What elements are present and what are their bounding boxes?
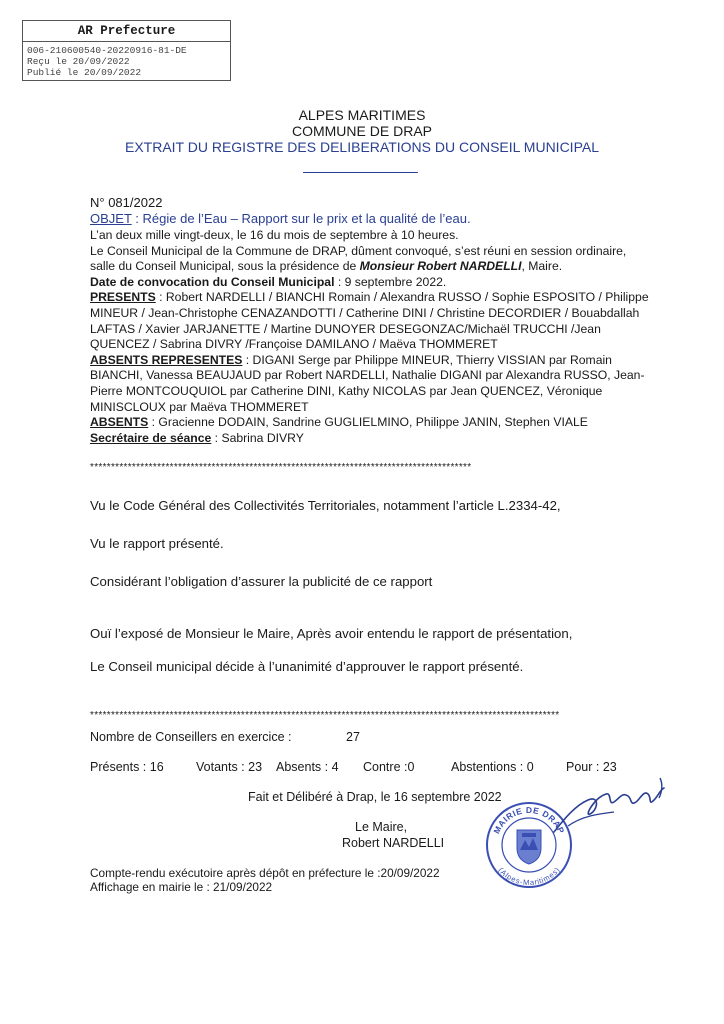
consideration-report: Vu le rapport présenté. (90, 536, 224, 551)
mayor-title: Le Maire, (355, 820, 408, 834)
fait-a-drap: Fait et Délibéré à Drap, le 16 septembre 2022 (248, 790, 502, 804)
prefecture-stamp (22, 20, 231, 81)
svg-text:(Alpes-Maritimes) (496, 865, 561, 887)
consideration-publicity: Considérant l’obligation d’assurer la publicité de ce rapport (90, 574, 433, 589)
separator-1: ******************************************************************************************* (90, 462, 472, 473)
header-department: ALPES MARITIMES (298, 107, 426, 123)
mayor-signature-icon (548, 770, 672, 848)
secretary-line: Secrétaire de séance : Sabrina DIVRY (90, 430, 304, 445)
object-text: : Régie de l’Eau – Rapport sur le prix et la qualité de l’eau. (131, 211, 471, 226)
header-register-title: EXTRAIT DU REGISTRE DES DELIBERATIONS DU CONSEIL MUNICIPAL (124, 139, 599, 155)
consideration-code: Vu le Code Général des Collectivités Territoriales, notamment l’article L.2334-42, (90, 498, 561, 513)
deliberation-number: N° 081/2022 (90, 195, 163, 210)
consideration-expose: Ouï l’exposé de Monsieur le Maire, Après avoir entendu le rapport de présentation, (90, 626, 573, 641)
represented-list: ABSENTS REPRESENTES : DIGANI Serge par Philippe MINEUR, Thierry VISSIAN par Romain BIANCHI, Vanessa BEAUJAUD par Robert NARDELLI, Nathalie DIGANI par Alexandra RUSSO, Jean-Pierre MONTCOUQUIOL par Catherine DINI, Kathy NICOLAS par Jean QUENCEZ, Véronique MINISCLOUX par Maëva THOMMERET (90, 352, 645, 414)
stamp-received: Reçu le 20/09/2022 (27, 56, 130, 67)
vote-contre: Contre :0 (363, 760, 415, 774)
separator-2: **************************************************************************************************************** (90, 710, 560, 721)
stamp-title: AR Prefecture (23, 21, 230, 42)
date-line: L’an deux mille vingt-deux, le 16 du mois de septembre à 10 heures. (90, 228, 459, 242)
councillors-count-label: Nombre de Conseillers en exercice : (90, 730, 292, 744)
deliberation-object (90, 211, 650, 227)
vote-votants: Votants : 23 (196, 760, 263, 774)
deliberation-text (90, 228, 652, 446)
vote-abstentions: Abstentions : 0 (451, 760, 534, 774)
convocation-date: Date de convocation du Conseil Municipal : 9 septembre 2022. (90, 274, 447, 289)
vote-pour: Pour : 23 (566, 760, 617, 774)
vote-absents: Absents : 4 (276, 760, 339, 774)
header-commune: COMMUNE DE DRAP (291, 123, 432, 139)
seal-top-text: MAIRIE DE DRAP (491, 804, 567, 836)
vote-presents: Présents : 16 (90, 760, 164, 774)
mayor-signature-name: Robert NARDELLI (342, 836, 445, 850)
object-label: OBJET (90, 211, 132, 226)
council-decision: Le Conseil municipal décide à l’unanimité d’approuver le rapport présenté. (90, 659, 524, 674)
councillors-count-value: 27 (346, 730, 360, 744)
compte-rendu-line: Compte-rendu exécutoire après dépôt en préfecture le :20/09/2022 (90, 866, 440, 880)
stamp-published: Publié le 20/09/2022 (27, 67, 142, 78)
session-intro: Le Conseil Municipal de la Commune de DRAP, dûment convoqué, s’est réuni en session ordinaire, salle du Conseil Municipal, sous la présidence de Monsieur Robert NARDELLI, Maire. (90, 243, 627, 274)
mayor-name: Monsieur Robert NARDELLI (359, 259, 522, 274)
absents-list: ABSENTS : Gracienne DODAIN, Sandrine GUGLIELMINO, Philippe JANIN, Stephen VIALE (90, 415, 588, 430)
presents-list: PRESENTS : Robert NARDELLI / BIANCHI Romain / Alexandra RUSSO / Sophie ESPOSITO / Philippe MINEUR / Jean-Christophe CENAZANDOTTI / Catherine DINI / Christine DECORDIER / Bouabdallah LAFTAS / Xavier JARJANETTE / Martine DUNOYER DESEGONZAC/Michaël TRUCCHI /Jean QUENCEZ / Sabrina DIVRY /Françoise DAMILANO / Maëva THOMMERET (90, 290, 649, 352)
stamp-reference: 006-210600540-20220916-81-DE (27, 45, 187, 56)
header-divider (303, 172, 418, 173)
affichage-line: Affichage en mairie le : 21/09/2022 (90, 880, 273, 894)
seal-bottom-text: (Alpes-Maritimes) (496, 865, 562, 888)
